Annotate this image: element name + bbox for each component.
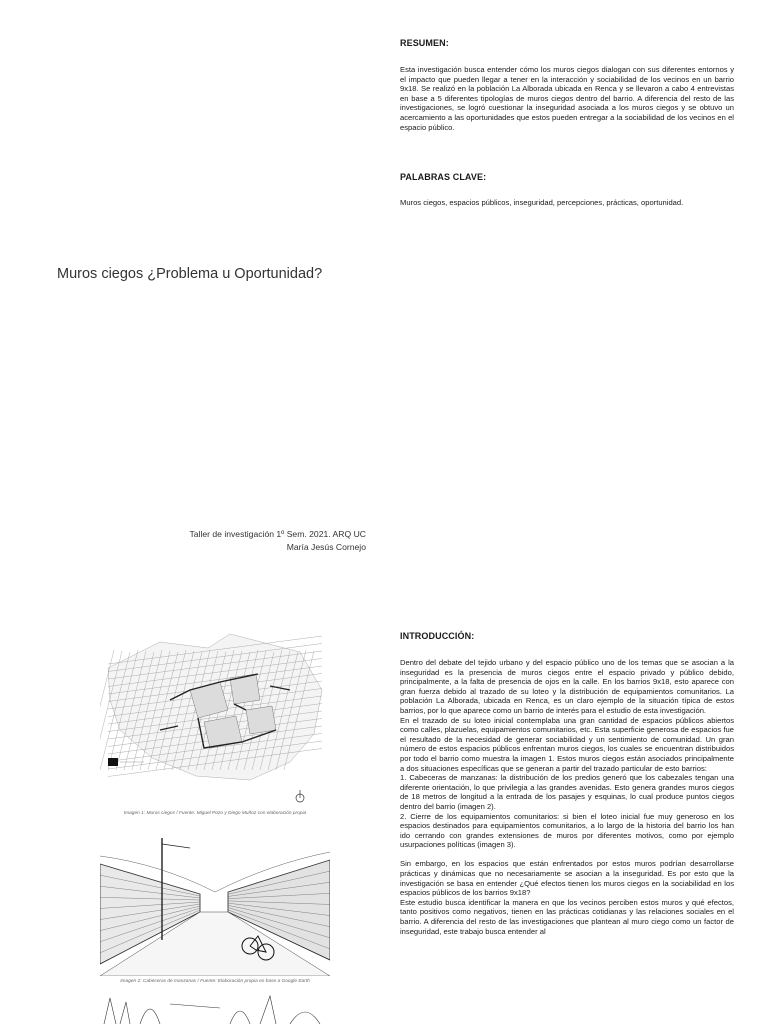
image1-caption: Imagen 1: Muros ciegos / Fuente: Miguel Pozo y Diego Muñoz con elaboración propia xyxy=(123,811,307,816)
legend-swatch xyxy=(108,758,118,766)
intro-paragraph: Este estudio busca identificar la manera en que los vecinos perciben estos muros y qué efectos, tanto positivos como negativos, tienen en las prácticas cotidianas y las relaciones sociales en el barrio. A diferencia del resto de las investigaciones que plantean al muro ciego como un factor de inseguridad, este trabajo busca entender al xyxy=(400,897,734,936)
site-plan-drawing xyxy=(100,630,330,808)
intro-paragraph: Dentro del debate del tejido urbano y del espacio público uno de los temas que se asocian a la inseguridad es la presencia de muros ciegos entre el espacio privado y público debido, principalmente, a la falta de presencia de ojos en la calle. En los barrios 9x18, esto aparece con gran fuerza debido al trazado de su loteo y la distribución de equipamientos comunitarios. La población La Alborada, ubicada en Renca, es un claro ejemplo de la situación típica de estos barrios, por lo que aparece como un barrio de interés para el estudio de esta investigación. xyxy=(400,658,734,715)
paper-title: Muros ciegos ¿Problema u Oportunidad? xyxy=(57,266,323,282)
credits xyxy=(100,528,366,554)
image2-caption: Imagen 2: Cabeceras de manzanas / Fuente: Elaboración propia en base a Google Earth xyxy=(120,979,310,984)
keywords-text: Muros ciegos, espacios públicos, inseguridad, percepciones, prácticas, oportunidad. xyxy=(400,198,684,207)
abstract-text: Esta investigación busca entender cómo los muros ciegos dialogan con sus diferentes entornos y el impacto que pueden llegar a tener en la interacción y sociabilidad de los vecinos en un barrio 9x18. Se realizó en la población La Alborada ubicada en Renca y se llevaron a cabo 4 entrevistas en base a 5 diferentes tipologías de muros ciegos dentro del barrio. A diferencia del resto de las investigaciones, se logró cuestionar la inseguridad asociada a los muros ciegos y se obtuvo un acercamiento a las oportunidades que estos pueden entregar a la sociabilidad de los vecinos en el espacio público. xyxy=(400,65,734,132)
abstract-heading: RESUMEN: xyxy=(400,38,449,48)
intro-paragraph: 1. Cabeceras de manzanas: la distribución de los predios generó que los cabezales tengan una diferente orientación, lo que privilegia a las grandes avenidas. Esto genera grandes muros ciegos de 18 metros de longitud a la entrada de los pasajes y esquinas, lo cual produce puntos ciegos dentro del barrio (imagen 2). xyxy=(400,773,734,811)
image3-figure xyxy=(100,994,330,1024)
site-plan-figure xyxy=(100,630,330,808)
keywords-heading: PALABRAS CLAVE: xyxy=(400,172,487,182)
intro-paragraph: En el trazado de su loteo inicial contemplaba una gran cantidad de espacios públicos abiertos como calles, plazuelas, equipamientos comunitarios, etc. Esta superficie generosa de espacios fue el resultado de la necesidad de generar sociabilidad y un sentimiento de comunidad. Un gran número de estos espacios públicos enfrentan muros ciegos, los cuales se encuentran distribuidos por todo el barrio como muestra la imagen 1. Estos muros ciegos están asociados principalmente a dos situaciones específicas que se generan a partir del trazado particular de esto barrios: xyxy=(400,715,734,773)
credit-course: Taller de investigación 1º Sem. 2021. ARQ UC xyxy=(189,529,366,539)
intro-paragraph: 2. Cierre de los equipamientos comunitarios: si bien el loteo inicial fue muy generoso en los espacios destinados para equipamientos comunitarios, a lo largo de la historia del barrio los han ido cerrando con grandes extensiones de muros por diferentes motivos, como por ejemplo usurpaciones políticas (imagen 3). xyxy=(400,811,734,850)
credit-author: María Jesús Cornejo xyxy=(286,542,366,552)
street-sketch-drawing xyxy=(100,834,330,976)
street-sketch-figure xyxy=(100,834,330,976)
introduction-heading: INTRODUCCIÓN: xyxy=(400,631,475,641)
image3-drawing xyxy=(100,994,330,1024)
intro-paragraph: Sin embargo, en los espacios que están enfrentados por estos muros podrían desarrollarse prácticas y dinámicas que no necesariamente se asocian a la inseguridad. Es por esto que la investigación se basa en entender ¿Qué efectos tienen los muros ciegos en la sociabilidad en los espacios públicos de los barrios 9x18? xyxy=(400,859,734,898)
introduction-body xyxy=(400,658,734,1024)
